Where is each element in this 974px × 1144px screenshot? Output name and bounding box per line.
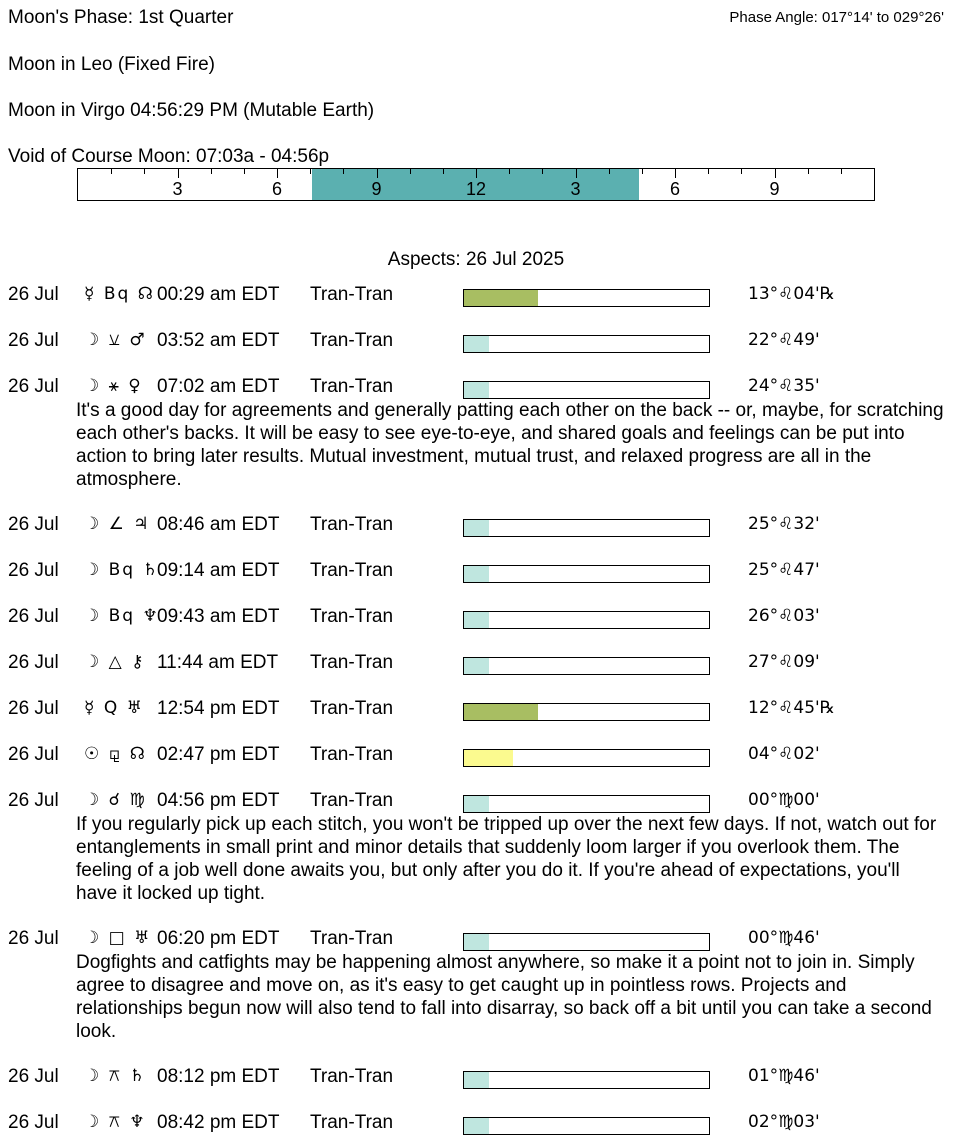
hour-tick (675, 169, 676, 178)
strength-bar (463, 381, 710, 399)
moon-ingress: Moon in Virgo 04:56:29 PM (Mutable Earth) (8, 100, 375, 121)
aspects-title: Aspects: 26 Jul 2025 (387, 249, 565, 270)
aspect-position: 22°♌49' (748, 330, 820, 350)
aspect-row (0, 560, 974, 584)
aspect-row (0, 652, 974, 676)
aspect-position: 25°♌32' (748, 514, 820, 534)
aspect-type: Tran-Tran (310, 790, 394, 811)
aspect-type: Tran-Tran (310, 652, 394, 673)
hour-tick (178, 169, 179, 178)
aspect-type: Tran-Tran (310, 514, 394, 535)
strength-bar-fill (464, 750, 513, 766)
hour-tick (244, 169, 245, 174)
hour-tick (377, 169, 378, 178)
aspect-row (0, 744, 974, 768)
hour-tick (808, 169, 809, 174)
hour-tick (443, 169, 444, 174)
aspect-position: 27°♌09' (748, 652, 820, 672)
void-of-course: Void of Course Moon: 07:03a - 04:56p (8, 146, 330, 167)
strength-bar-fill (464, 934, 489, 950)
aspect-position: 25°♌47' (748, 560, 820, 580)
aspect-type: Tran-Tran (310, 560, 394, 581)
aspect-date: 26 Jul (8, 514, 59, 535)
strength-bar-fill (464, 382, 489, 398)
moon-sign: Moon in Leo (Fixed Fire) (8, 54, 215, 75)
aspect-type: Tran-Tran (310, 698, 394, 719)
strength-bar-fill (464, 796, 489, 812)
aspect-glyphs-icon: ☽ Bq ♄ (84, 560, 160, 580)
aspect-time: 12:54 pm EDT (157, 698, 280, 719)
hour-tick (609, 169, 610, 174)
aspect-row (0, 284, 974, 308)
aspect-time: 00:29 am EDT (157, 284, 280, 305)
aspect-position: 13°♌04'℞ (748, 284, 835, 304)
aspect-date: 26 Jul (8, 1112, 59, 1133)
hour-tick (841, 169, 842, 174)
aspect-type: Tran-Tran (310, 928, 394, 949)
aspect-date: 26 Jul (8, 698, 59, 719)
aspect-glyphs-icon: ☉ ⚼ ☊ (84, 744, 147, 764)
strength-bar-fill (464, 566, 489, 582)
aspect-time: 08:42 pm EDT (157, 1112, 280, 1133)
hour-label: 12 (465, 179, 487, 199)
hour-tick (410, 169, 411, 174)
strength-bar (463, 565, 710, 583)
aspect-type: Tran-Tran (310, 1066, 394, 1087)
moon-phase: Moon's Phase: 1st Quarter (8, 7, 234, 28)
aspect-row (0, 330, 974, 354)
strength-bar-fill (464, 1072, 489, 1088)
hour-tick (111, 169, 112, 174)
aspect-type: Tran-Tran (310, 376, 394, 397)
aspect-description: Dogfights and catfights may be happening almost anywhere, so make it a point not to join in. Simply agree to disagree and move on, as it's easy to get caught up in pointless rows. Projects and relationships begun now will also tend to fall into disarray, so back off a bit until you can take a second look. (76, 952, 932, 1042)
aspect-position: 00°♍46' (748, 928, 820, 948)
aspect-date: 26 Jul (8, 560, 59, 581)
aspect-date: 26 Jul (8, 376, 59, 397)
aspect-position: 04°♌02' (748, 744, 820, 764)
aspect-row (0, 928, 974, 952)
aspect-description: It's a good day for agreements and generally patting each other on the back -- or, maybe, for scratching each other's backs. It will be easy to see eye-to-eye, and shared goals and feelings can be put into action to bring later results. Mutual investment, mutual trust, and relaxed progress are all in the atmosphere. (76, 400, 944, 490)
aspect-time: 08:12 pm EDT (157, 1066, 280, 1087)
aspect-time: 09:43 am EDT (157, 606, 280, 627)
aspect-row (0, 606, 974, 630)
strength-bar-fill (464, 1118, 489, 1134)
hour-tick (509, 169, 510, 174)
aspect-glyphs-icon: ☿ Bq ☊ (84, 284, 155, 304)
aspect-type: Tran-Tran (310, 1112, 394, 1133)
aspect-glyphs-icon: ☽ △ ⚷ (84, 652, 146, 672)
hour-label: 9 (769, 179, 780, 199)
aspect-position: 24°♌35' (748, 376, 820, 396)
hour-label: 3 (570, 179, 581, 199)
aspect-glyphs-icon: ☿ Q ♅ (84, 698, 144, 718)
strength-bar (463, 1071, 710, 1089)
strength-bar (463, 749, 710, 767)
strength-bar (463, 703, 710, 721)
aspect-time: 03:52 am EDT (157, 330, 280, 351)
hour-tick (476, 169, 477, 178)
aspect-time: 08:46 am EDT (157, 514, 280, 535)
hour-label: 6 (669, 179, 681, 199)
aspect-row (0, 514, 974, 538)
strength-bar-fill (464, 658, 489, 674)
aspect-type: Tran-Tran (310, 606, 394, 627)
strength-bar-fill (464, 704, 538, 720)
aspect-glyphs-icon: ☽ Bq ♆ (84, 606, 160, 626)
aspect-date: 26 Jul (8, 1066, 59, 1087)
aspect-row (0, 1066, 974, 1090)
aspect-date: 26 Jul (8, 606, 59, 627)
aspect-glyphs-icon: ☽ ☌ ♍ (84, 790, 147, 810)
hour-tick (708, 169, 709, 174)
aspect-row (0, 790, 974, 814)
hour-tick (741, 169, 742, 174)
aspect-date: 26 Jul (8, 652, 59, 673)
hour-label: 3 (172, 179, 183, 199)
aspect-time: 06:20 pm EDT (157, 928, 280, 949)
aspect-time: 07:02 am EDT (157, 376, 280, 397)
aspect-type: Tran-Tran (310, 284, 394, 305)
hour-tick (542, 169, 543, 174)
hour-tick (211, 169, 212, 174)
strength-bar (463, 795, 710, 813)
hour-tick (310, 169, 311, 174)
hour-tick (343, 169, 344, 174)
aspect-position: 26°♌03' (748, 606, 820, 626)
strength-bar (463, 657, 710, 675)
hour-tick (277, 169, 278, 178)
aspect-position: 00°♍00' (748, 790, 820, 810)
strength-bar (463, 519, 710, 537)
aspect-glyphs-icon: ☽ ⚻ ♄ (84, 1066, 147, 1086)
strength-bar (463, 289, 710, 307)
aspect-description: If you regularly pick up each stitch, you won't be tripped up over the next few days. If not, watch out for entanglements in small print and minor details that suddenly loom larger if you overlook them. The feeling of a job well done awaits you, but only after you do it. If you're ahead of expectations, you'll have it locked up tight. (76, 814, 937, 904)
aspect-type: Tran-Tran (310, 744, 394, 765)
strength-bar-fill (464, 612, 489, 628)
aspect-date: 26 Jul (8, 928, 59, 949)
aspect-position: 12°♌45'℞ (748, 698, 835, 718)
void-of-course-timeline (77, 168, 875, 201)
aspect-date: 26 Jul (8, 284, 59, 305)
aspect-position: 02°♍03' (748, 1112, 820, 1132)
aspect-glyphs-icon: ☽ ⚺ ♂ (84, 330, 147, 350)
aspect-type: Tran-Tran (310, 330, 394, 351)
hour-tick (144, 169, 145, 174)
aspect-date: 26 Jul (8, 790, 59, 811)
strength-bar-fill (464, 290, 538, 306)
aspect-row (0, 1112, 974, 1136)
phase-angle: Phase Angle: 017°14' to 029°26' (729, 9, 944, 26)
aspect-position: 01°♍46' (748, 1066, 820, 1086)
hour-tick (576, 169, 577, 178)
aspect-date: 26 Jul (8, 330, 59, 351)
aspect-glyphs-icon: ☽ ∠ ♃ (84, 514, 151, 534)
aspect-glyphs-icon: ☽ □ ♅ (84, 928, 152, 948)
aspect-time: 02:47 pm EDT (157, 744, 280, 765)
hour-label: 6 (271, 179, 283, 199)
strength-bar (463, 1117, 710, 1135)
aspect-glyphs-icon: ☽ ⚻ ♆ (84, 1112, 147, 1132)
hour-label: 9 (371, 179, 382, 199)
aspect-time: 09:14 am EDT (157, 560, 280, 581)
aspect-glyphs-icon: ☽ ⚹ ♀ (84, 376, 143, 396)
aspect-date: 26 Jul (8, 744, 59, 765)
strength-bar (463, 611, 710, 629)
strength-bar (463, 335, 710, 353)
strength-bar-fill (464, 520, 489, 536)
strength-bar-fill (464, 336, 489, 352)
aspect-time: 04:56 pm EDT (157, 790, 280, 811)
hour-tick (642, 169, 643, 174)
aspect-time: 11:44 am EDT (157, 652, 279, 673)
aspect-row (0, 698, 974, 722)
aspect-row (0, 376, 974, 400)
strength-bar (463, 933, 710, 951)
hour-tick (775, 169, 776, 178)
